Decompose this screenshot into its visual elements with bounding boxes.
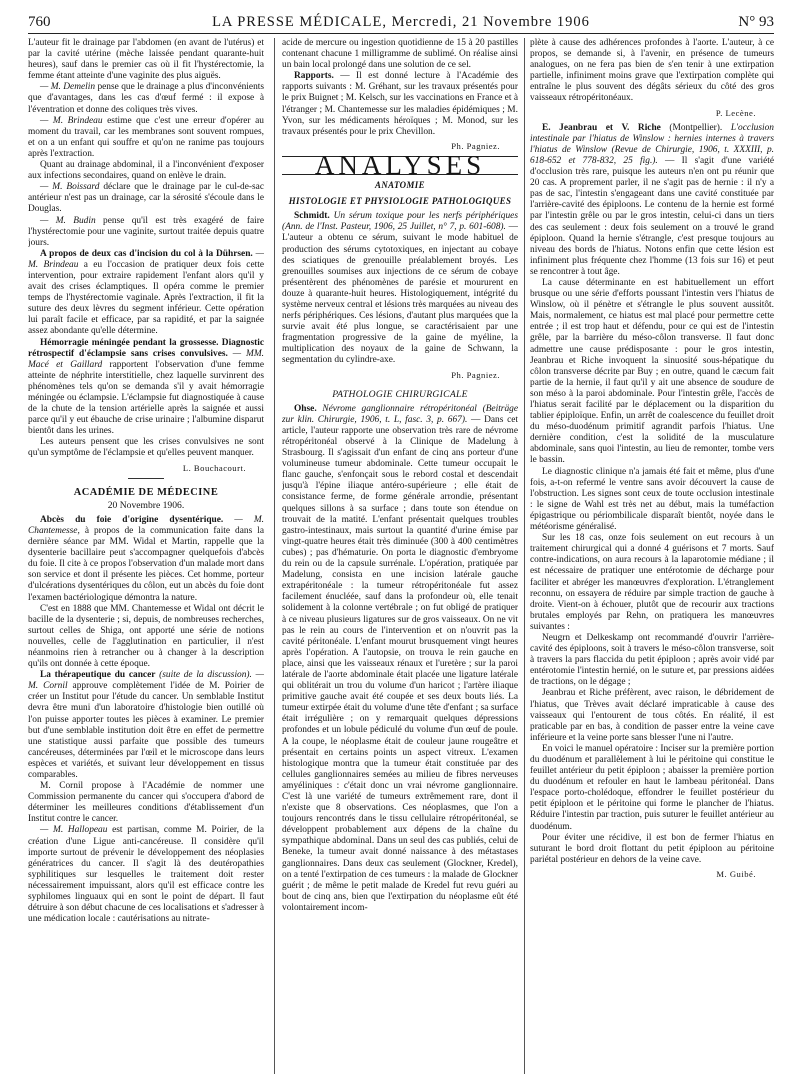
issue-number: N° 93 (738, 14, 774, 30)
author-signature: Ph. Pagniez. (451, 369, 500, 380)
rubric-title: ANATOMIE (375, 180, 425, 191)
paragraph: Le diagnostic clinique n'a jamais été fait et même, plus d'une fois, a-t-on refermé le ventre sans avoir découvert la cause de l'obstruction. Les signes sont ceux de toute occlusion intestinale : le signe de Wahl est très net au début, mais la tuméfaction épigastrique ou périombilicale disparaît bientôt, noyée dans le météorisme généralisé. (530, 466, 774, 533)
author-signature: Ph. Pagniez. (451, 140, 500, 151)
journal-title: LA PRESSE MÉDICALE, Mercredi, 21 Novembre 1906 (212, 14, 590, 30)
header-rule (28, 33, 774, 34)
rubric-subtitle: HISTOLOGIE ET PHYSIOLOGIE PATHOLOGIQUES (288, 196, 512, 207)
paragraph: Rapports. — Il est donné lecture à l'Académie des rapports suivants : M. Gréhant, sur les travaux présentés pour le prix Buignet ; M. Kelsch, sur les vaccinations en France et à l'étranger ; M. Chantemesse sur les maladies épidémiques ; M. Yvon, sur les médicaments héroïques ; M. Monod, sur les travaux présentés pour le prix Chevillon. (282, 71, 518, 137)
column-1 (28, 38, 264, 1074)
section-title: ACADÉMIE DE MÉDECINE (73, 486, 219, 498)
author-signature: L. Bouchacourt. (182, 462, 246, 473)
paragraph: La cause déterminante en est habituellement un effort brusque ou une série d'efforts poussant l'intestin vers l'hiatus de Winslow, où il pénètre et s'étrangle le plus souvent aussitôt. Mais, normalement, ce hiatus est mal placé pour permettre cette entrée ; il est trop haut et défendu, pour ce qui est de l'intestin grêle, par la barrière du méso-côlon transverse. Il faut donc admettre une cause prédisposante : pour le gros intestin, Jeanbrau et Riche invoquent la sinuosité sous-hépatique du côlon transverse décrite par Buy ; en outre, quand le cæcum fait partie de la hernie, il faut qu'il y ait une absence de soudure de son méso à la paroi abdominale. Pour l'intestin grêle, l'accès de l'hiatus serait facilité par le déplacement ou la disparition du tablier épiploïque. Enfin, un arrêt de coalescence du feuillet droit du méso-duodénum primitif agrandit parfois l'hiatus. Une dernière condition, c'est la solidité de la musculature abdominale, sans quoi l'intestin, au lieu de remonter, tombe vers le bassin. (530, 277, 774, 466)
paragraph: Quant au drainage abdominal, il a l'inconvénient d'exposer aux infections secondaires, quand on enlève le drain. (28, 160, 264, 182)
analyses-heading: ANALYSES (282, 156, 518, 175)
rubric-title: PATHOLOGIE CHIRURGICALE (332, 388, 468, 400)
paragraph: La thérapeutique du cancer (suite de la discussion). — M. Cornil approuve complètement l'idée de M. Poirier de créer un Institut pour l'étude du cancer. Un semblable Institut devra être muni d'un laboratoire d'histologie bien outillé où l'on puisse apporter toutes les pièces à examiner. Le premier but d'une semblable institution doit être en effet de permettre une statistique aussi parfaite que possible des tumeurs cancéreuses, déterminées par l'œil et le microscope dans leurs espèces et variétés, et suivant leur développement en tissus comparables. (28, 670, 264, 780)
paragraph: acide de mercure ou ingestion quotidienne de 15 à 20 pastilles contenant chacune 1 milligramme de sublimé. On réalise ainsi un bain local prolongé dans une solution de ce sel. (282, 38, 518, 71)
paragraph: E. Jeanbrau et V. Riche (Montpellier). L'occlusion intestinale par l'hiatus de Winslow : hernies internes à travers l'hiatus de Winslow (Revue de Chirurgie, 1906, t. XXXIII, p. 618-652 et 778-832, 25 fig.). — Il s'agit d'une variété d'occlusion très rare, puisque les auteurs n'en ont pu réunir que 20 cas. A proprement parler, il ne s'agit pas de hernie : il n'y a pas de sac, l'intestin s'engageant dans une cavité constituée par l'arrière-cavité des épiploons. Le contenu de la hernie est formé par l'intestin grêle ou par le gros intestin, celui-ci dans un tiers des cas seulement : deux fois seulement on a trouvé le grand épiploon. Quand la hernie s'étrangle, c'est presque toujours au niveau des bords de l'hiatus. Notons enfin que cette lésion est infiniment plus fréquente chez l'homme (13 fois sur 16) et peut se rencontrer à tout âge. (530, 122, 774, 277)
page-number: 760 (28, 14, 51, 30)
section-date: 20 Novembre 1906. (107, 499, 185, 511)
paragraph: Sur les 18 cas, onze fois seulement on eut recours à un traitement chirurgical qui a donné 4 guérisons et 7 morts. Sauf contre-indications, on aura recours à la laparotomie médiane ; il est nécessaire de pratiquer une entérotomie de décharge pour faciliter et abréger les manœuvres d'exploration. L'étranglement reconnu, on essayera de réduire par simple traction de gauche à droite. Vient-on à échouer, plutôt que de recourir aux tractions brutales employés par Rehn, on pratiquera les manœuvres suivantes : (530, 533, 774, 632)
paragraph: C'est en 1888 que MM. Chantemesse et Widal ont décrit le bacille de la dysenterie ; si, depuis, de nombreuses recherches, surtout celles de Shiga, ont apporté une série de notions nouvelles, celle de l'agglutination en particulier, il n'est néanmoins rien à retrancher ou à changer à la description qu'ils ont donnée à cette époque. (28, 603, 264, 670)
column-divider (524, 38, 525, 1074)
paragraph: L'auteur fit le drainage par l'abdomen (en avant de l'utérus) et par la cavité utérine (mèche laissée pendant quarante-huit heures), sauf dans le premier cas où il fit l'hystérectomie, la femme étant atteinte d'une vaginite des plus aiguës. (28, 38, 264, 82)
paragraph: Jeanbrau et Riche préfèrent, avec raison, le débridement de l'hiatus, que Trèves avait déclaré impraticable à cause des vaisseaux qui l'entourent de tous côtés. En réalité, il est praticable par en bas, à condition de passer entre la veine cave inférieure et la veine porte sans blesser l'une ni l'autre. (530, 688, 774, 743)
column-2 (282, 38, 518, 1074)
paragraph: — M. Demelin pense que le drainage a plus d'inconvénients que d'avantages, dans les cas d'œuf fermé : il expose à l'éventration et donne des coliques très vives. (28, 82, 264, 115)
column-3 (530, 38, 774, 1074)
paragraph: Ohse. Névrome ganglionnaire rétropéritonéal (Beiträge zur klin. Chirurgie, 1906, t. L, fasc. 3, p. 667). — Dans cet article, l'auteur rapporte une observation très rare de névrome rétropéritonéal observé à la Clinique de Madelung à Strasbourg. Il s'agissait d'un enfant de cinq ans porteur d'une volumineuse tumeur abdominale. Cette tumeur occupait le flanc gauche, s'enfonçait sous le rebord costal et descendait jusqu'à l'épine iliaque antéro-supérieure ; elle était de consistance ferme, de forme générale arrondie, présentant quelques sillons à sa surface ; dans toute son étendue on trouvait de la matité. L'enfant présentait quelques troubles gastro-intestinaux, mais surtout la quantité d'urine émise par vingt-quatre heures était très diminuée (300 à 400 centimètres cubes) ; pas d'hématurie. On porta le diagnostic d'embryome du rein ou de la capsule surrénale. L'opération, pratiquée par Madelung, consista en une incision latérale gauche extrapéritonéale : la tumeur rétropéritonéale fut assez facilement énucléée, sauf dans la profondeur où, elle tenait solidement à la colonne vertébrale ; on fut obligé de pratiquer à ce niveau plusieurs ligatures sur de gros vaisseaux. On ne vit pas le rein au cours de l'intervention et on n'ouvrit pas la cavité péritonéale. L'enfant mourut brusquement vingt heures après l'opération. A l'autopsie, on trouva le rein gauche en place, ainsi que les vaisseaux rénaux et l'uretère ; sur la paroi latérale de l'aorte abdominale était placée une ligature latérale qui oblitérait un trou du volume d'un haricot ; l'artère iliaque primitive gauche avait été coupée et ses deux bouts liés. La tumeur extirpée était du volume d'une tête d'enfant ; sa surface était irrégulière ; on y remarquait quelques dépressions profondes et un lobule pédiculé du volume d'un œuf de poule. A la coupe, le néoplasme était de couleur jaune rougeâtre et présentait en certains points un aspect vitreux. L'examen histologique montra que la tumeur était constituée par des cellules ganglionnaires semées au milieu de fibres nerveuses amyéliniques : c'était donc un vrai névrome ganglionnaire. C'est là une variété de tumeurs extrêmement rare, dont il n'existe que 8 observations. Ces néoplasmes, que l'on a toujours rencontrés dans le tissu cellulaire rétropéritonéal, se développent probablement aux dépens de la chaîne du sympathique abdominal. Dans un seul des cas publiés, celui de Beneke, la tumeur avait donné naissance à des métastases ganglionnaires. Dans deux cas seulement (Glockner, Kredel), on a tenté l'extirpation de ces tumeurs : la malade de Glockner guérit ; de même le petit malade de Kredel fut revu guéri au bout de cinq ans, bien que l'extirpation du néoplasme eût été volontairement incom- (282, 403, 518, 913)
paragraph: — M. Budin pense qu'il est très exagéré de faire l'hystérectomie pour une vaginite, surtout traitée depuis quatre jours. (28, 215, 264, 248)
paragraph: Pour éviter une récidive, il est bon de fermer l'hiatus en suturant le bord droit flottant du petit épiploon au péritoine pariétal postérieur en dehors de la veine cave. (530, 832, 774, 865)
paragraph: Hémorragie méningée pendant la grossesse. Diagnostic rétrospectif d'éclampsie sans crises convulsives. — MM. Macé et Gaillard rapportent l'observation d'une femme atteinte de néphrite interstitielle, chez laquelle survinrent des phénomènes tels qu'on se demanda s'il y avait hémorragie méningée ou éclampsie. L'éclampsie fut diagnostiquée à cause de la chute de la tension artérielle après la saignée et aussi parce qu'il y eut ébauche de crise urinaire ; l'albumine disparut bientôt dans les urines. (28, 337, 264, 437)
paragraph: Les auteurs pensent que les crises convulsives ne sont qu'un symptôme de l'éclampsie et qu'elles peuvent manquer. (28, 437, 264, 459)
paragraph: Abcès du foie d'origine dysentérique. — M. Chantemesse, à propos de la communication faite dans la dernière séance par MM. Widal et Martin, rappelle que la dysenterie bacillaire peut s'accompagner quelquefois d'abcès du foie. Il cite à ce propos l'observation d'un malade mort dans son service et dont il présente les pièces. Cet homme, porteur d'ulcérations dysentériques du côlon, eut un abcès du foie dont l'examen bactériologique démontra la nature. (28, 514, 264, 603)
separator-rule (128, 478, 164, 479)
paragraph: plète à cause des adhérences profondes à l'aorte. L'auteur, à ce propos, se demande si, à l'avenir, en présence de tumeurs analogues, on ne fera pas bien de s'en tenir à une extirpation partielle, infiniment moins grave que l'extirpation complète qui entraîne le plus souvent des dégâts sérieux du côté des gros vaisseaux rétropéritonéaux. (530, 38, 774, 104)
paragraph: A propos de deux cas d'incision du col à la Dührsen. — M. Brindeau a eu l'occasion de pratiquer deux fois cette intervention, pour extraire rapidement l'enfant alors qu'il y avait des crises éclamptiques. Il opéra comme le premier temps de l'hystérectomie vaginale. Après l'extraction, il fit la suture des deux lèvres du segment inférieur. Cette opération lui paraît facile et efficace, par sa rapidité, et par la saignée assez abondante qu'elle détermine. (28, 248, 264, 337)
column-divider (274, 38, 275, 1074)
paragraph: Neugrn et Delkeskamp ont recommandé d'ouvrir l'arrière-cavité des épiploons, soit à travers le méso-côlon transverse, soit à travers la pars flaccida du petit épiploon ; après avoir vidé par entérotomie l'intestin hernié, on le suture et, par pressions aidées de tractions, on le dégage ; (530, 632, 774, 688)
paragraph: — M. Boissard déclare que le drainage par le cul-de-sac antérieur n'est pas un drainage, car la sérosité s'écoule dans le Douglas. (28, 182, 264, 215)
paragraph: En voici le manuel opératoire : Inciser sur la première portion du duodénum et parallèlement à lui le péritoine qui constitue le feuillet antérieur du petit épiploon ; abaisser la première portion du duodénum et refouler en haut le lambeau péritonéal. Dans l'espace porto-cholédoque, effondrer le feuillet postérieur du petit épiploon et le péritoine qui forme le plancher de l'hiatus. Réduire l'intestin par traction, puis suturer le feuillet antérieur au duodénum. (530, 743, 774, 832)
paragraph: — M. Hallopeau est partisan, comme M. Poirier, de la création d'une Ligue anti-cancéreuse. Il considère qu'il importe surtout de prévenir le développement des néoplasies génératrices du cancer. Il s'agit là des deutéropathies syphilitiques sur lesquelles le traitement doit rester nécessairement impuissant, alors qu'il est efficace contre les syphilomes linguaux qui en sont le point de départ. Il faut détruire à son début chacune de ces localisations et s'adresser à une médication locale : cautérisations au nitrate- (28, 825, 264, 925)
author-signature: P. Lecène. (715, 107, 756, 118)
paragraph: Schmidt. Un sérum toxique pour les nerfs périphériques (Ann. de l'Inst. Pasteur, 1906, 25 Juillet, n° 7, p. 601-608). — L'auteur a obtenu ce sérum, suivant le mode habituel de production des sérums cytotoxiques, en injectant au cobaye des sciatiques de grenouille préalablement broyés. Les grenouilles soumises aux injections de ce sérum de cobaye présentèrent des phénomènes de parésie et moururent en douze à quarante-huit heures. Histologiquement, intégrité du système nerveux central et lésions très marquées au niveau des nerfs périphériques. Ces lésions, d'autant plus marquées que la survie avait été plus longue, se caractérisaient par une fragmentation progressive de la gaine de myéline, la multiplication des noyaux de la gaine de Schwann, la segmentation du cylindre-axe. (282, 211, 518, 366)
paragraph: — M. Brindeau estime que c'est une erreur d'opérer au moment du travail, car les membranes sont souvent rompues, et on a un enfant qui souffre et qu'on ne ranime pas toujours après l'extraction. (28, 115, 264, 159)
paragraph: M. Cornil propose à l'Académie de nommer une Commission permanente du cancer qui s'occupera d'abord de déterminer les meilleures conditions d'établissement d'un Institut contre le cancer. (28, 781, 264, 825)
author-signature: M. Guibé. (716, 868, 756, 879)
